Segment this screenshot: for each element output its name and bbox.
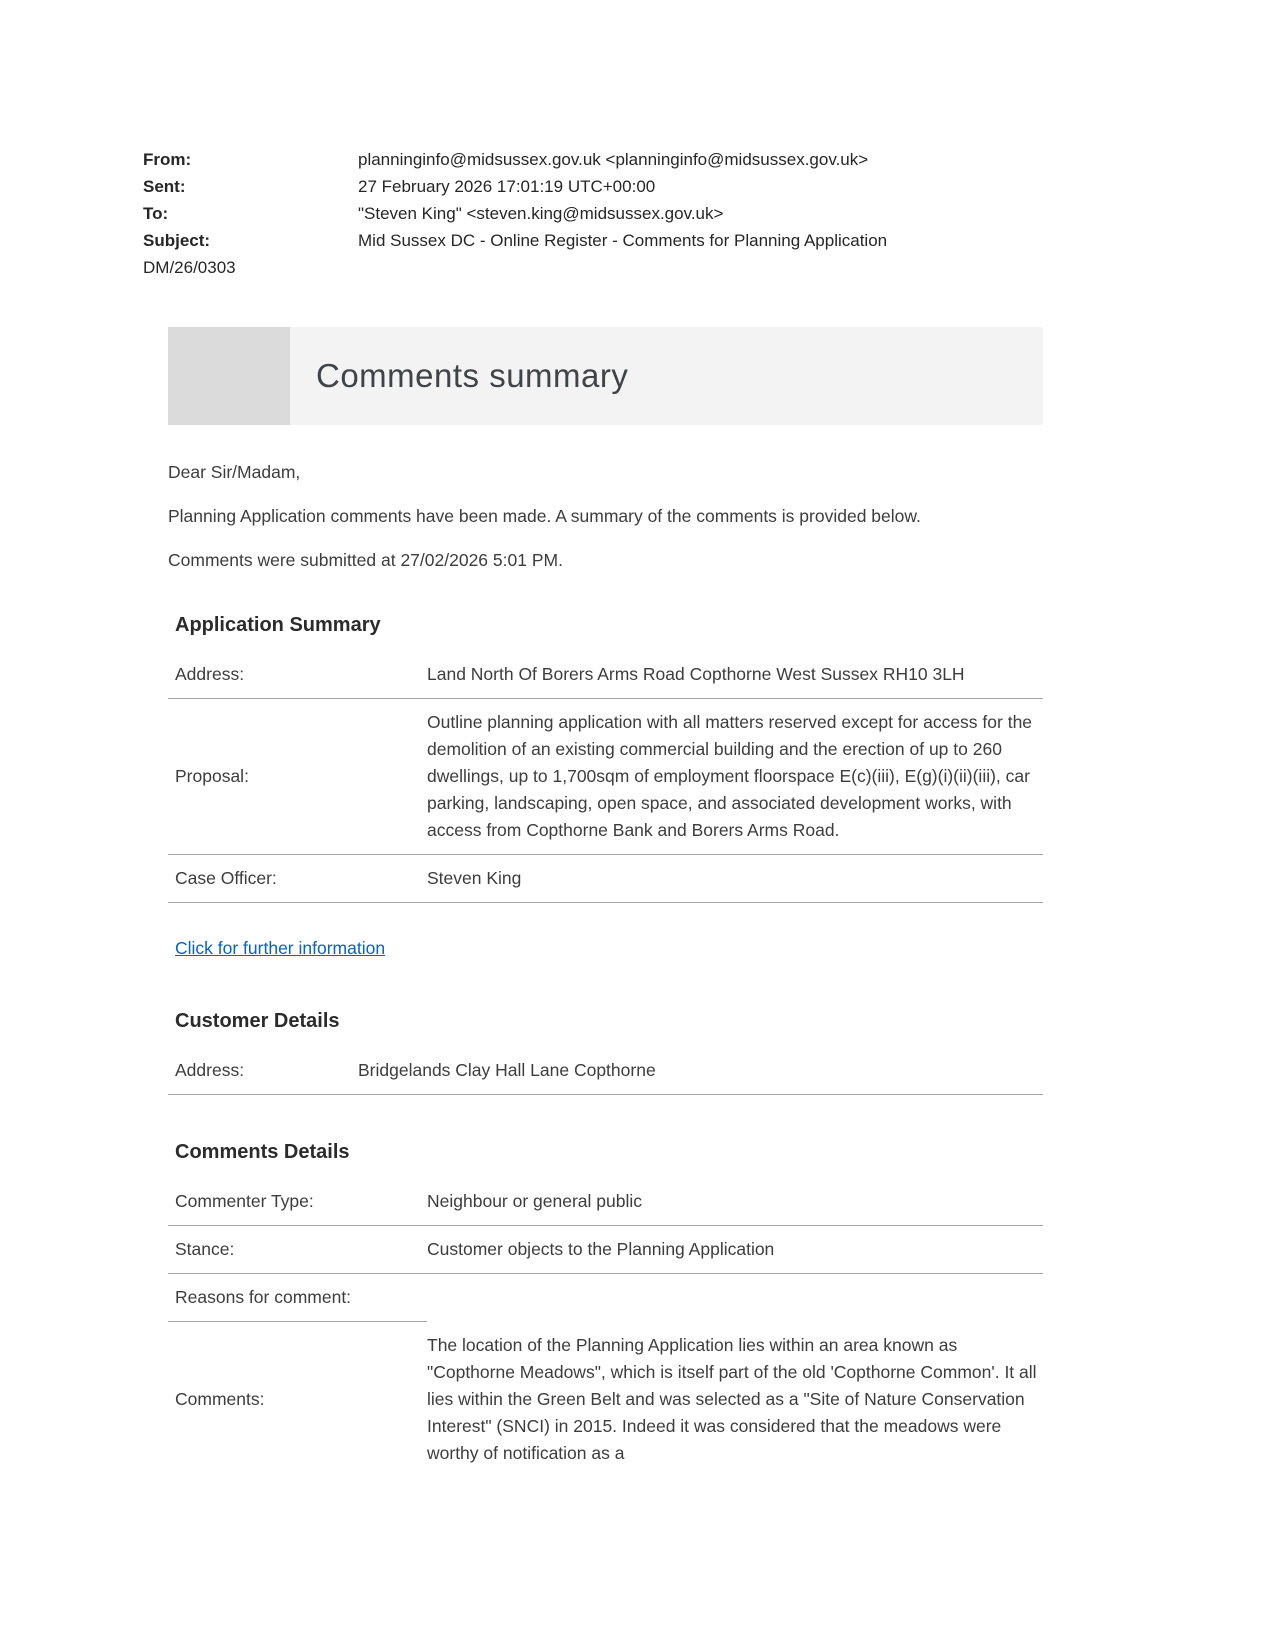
further-information-link[interactable]: Click for further information (175, 938, 386, 958)
field-label-proposal: Proposal: (168, 699, 427, 855)
header-row-subject (143, 227, 1275, 254)
field-label-address: Address: (168, 651, 427, 699)
comments-details-table (168, 1178, 1043, 1477)
sent-label: Sent: (143, 177, 186, 196)
table-row (168, 651, 1043, 699)
table-row (168, 1274, 1043, 1322)
section-heading-application-summary: Application Summary (175, 614, 381, 636)
table-row (168, 855, 1043, 903)
to-value: "Steven King" <steven.king@midsussex.gov.uk> (358, 204, 724, 223)
header-row-from (143, 146, 1275, 173)
header-row-to (143, 200, 1275, 227)
field-value-comments: The location of the Planning Application lies within an area known as "Copthorne Meadows", which is itself part of the old 'Copthorne Common'. It all lies within the Green Belt and was selected as a "Site of Nature Conservation Interest" (SNCI) in 2015. Indeed it was considered that the meadows were worthy of notification as a (427, 1334, 1037, 1463)
application-summary-table (168, 651, 1043, 903)
field-label-commenter-type: Commenter Type: (168, 1178, 427, 1226)
field-label-case-officer: Case Officer: (168, 855, 427, 903)
field-value-customer-address: Bridgelands Clay Hall Lane Copthorne (358, 1047, 1043, 1095)
banner-logo-placeholder (168, 327, 290, 425)
section-heading-comments-details: Comments Details (175, 1141, 350, 1163)
field-value-reasons (427, 1274, 1043, 1322)
email-header (143, 146, 1275, 281)
customer-details-table (168, 1047, 1043, 1095)
table-row (168, 1322, 1043, 1477)
field-value-proposal: Outline planning application with all matters reserved except for access for the demolition of an existing commercial building and the erection of up to 260 dwellings, up to 1,700sqm of employment floorspace E(c)(iii), E(g)(i)(ii)(iii), car parking, landscaping, open space, and associated development works, with access from Copthorne Bank and Borers Arms Road. (427, 699, 1043, 855)
page-title: Comments summary (316, 357, 629, 394)
from-value: planninginfo@midsussex.gov.uk <planninginfo@midsussex.gov.uk> (358, 150, 869, 169)
email-body (168, 459, 1043, 1477)
field-value-commenter-type: Neighbour or general public (427, 1178, 1043, 1226)
section-heading-customer-details: Customer Details (175, 1010, 340, 1032)
field-label-customer-address: Address: (168, 1047, 358, 1095)
subject-continuation: DM/26/0303 (143, 258, 236, 277)
header-row-sent (143, 173, 1275, 200)
greeting-text: Dear Sir/Madam, (168, 462, 301, 482)
table-row (168, 699, 1043, 855)
field-label-stance: Stance: (168, 1226, 427, 1274)
field-value-stance: Customer objects to the Planning Application (427, 1226, 1043, 1274)
subject-value: Mid Sussex DC - Online Register - Comments for Planning Application (358, 231, 888, 250)
table-row (168, 1178, 1043, 1226)
table-row (168, 1226, 1043, 1274)
intro-paragraph: Planning Application comments have been made. A summary of the comments is provided below. (168, 506, 921, 526)
submitted-timestamp-line: Comments were submitted at 27/02/2026 5:01 PM. (168, 550, 563, 570)
from-label: From: (143, 150, 192, 169)
subject-label: Subject: (143, 231, 211, 250)
field-label-reasons: Reasons for comment: (168, 1274, 427, 1322)
table-row (168, 1047, 1043, 1095)
comments-summary-banner (168, 327, 1043, 425)
field-value-address: Land North Of Borers Arms Road Copthorne West Sussex RH10 3LH (427, 651, 1043, 699)
to-label: To: (143, 204, 169, 223)
sent-value: 27 February 2026 17:01:19 UTC+00:00 (358, 177, 656, 196)
field-value-case-officer: Steven King (427, 855, 1043, 903)
field-label-comments: Comments: (175, 1388, 265, 1409)
